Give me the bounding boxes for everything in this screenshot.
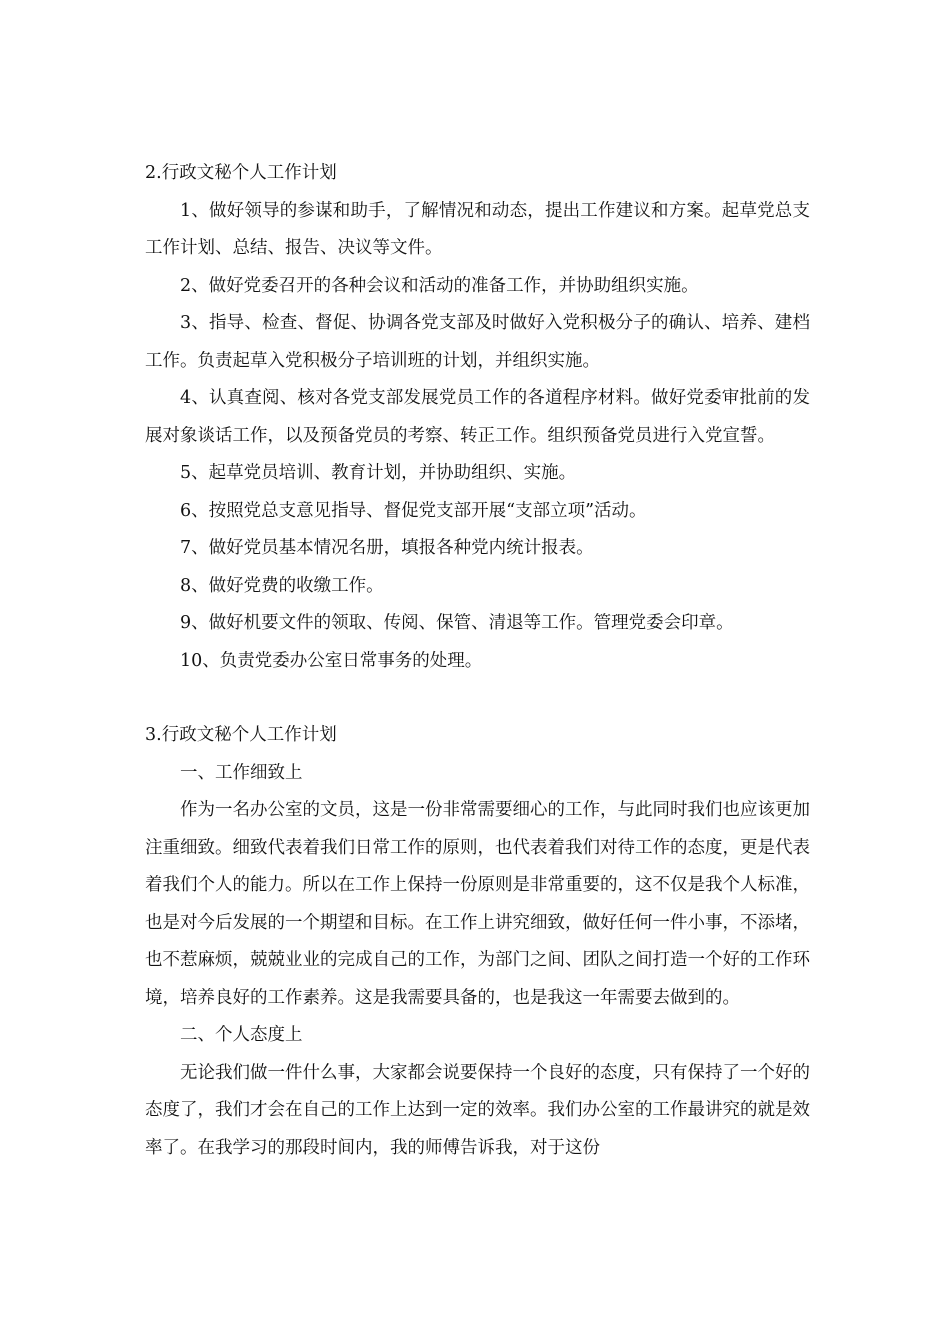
paragraph: 10、负责党委办公室日常事务的处理。 <box>180 650 483 671</box>
section-2 <box>145 155 810 680</box>
paragraph: 3、指导、检查、督促、协调各党支部及时做好入党积极分子的确认、培养、建档工作。负责起草入党积极分子培训班的计划，并组织实施。 <box>145 313 810 371</box>
section-title: 2.行政文秘个人工作计划 <box>145 163 337 183</box>
paragraph: 8、做好党费的收缴工作。 <box>180 575 384 596</box>
paragraph: 2、做好党委召开的各种会议和活动的准备工作，并协助组织实施。 <box>180 275 699 296</box>
paragraph: 6、按照党总支意见指导、督促党支部开展“支部立项”活动。 <box>180 500 647 521</box>
paragraph: 7、做好党员基本情况名册，填报各种党内统计报表。 <box>180 538 594 558</box>
document-body <box>145 155 810 1167</box>
paragraph: 5、起草党员培训、教育计划，并协助组织、实施。 <box>180 463 577 483</box>
paragraph: 4、认真查阅、核对各党支部发展党员工作的各道程序材料。做好党委审批前的发展对象谈话工作，以及预备党员的考察、转正工作。组织预备党员进行入党宣誓。 <box>145 388 810 446</box>
section-title: 3.行政文秘个人工作计划 <box>145 725 337 745</box>
section-3 <box>145 717 810 1167</box>
section-spacer <box>145 680 810 717</box>
paragraph: 作为一名办公室的文员，这是一份非常需要细心的工作，与此同时我们也应该更加注重细致。细致代表着我们日常工作的原则，也代表着我们对待工作的态度，更是代表着我们个人的能力。所以在工作上保持一份原则是非常重要的，这不仅是我个人标准，也是对今后发展的一个期望和目标。在工作上讲究细致，做好任何一件小事，不添堵，也不惹麻烦，兢兢业业的完成自己的工作，为部门之间、团队之间打造一个好的工作环境，培养良好的工作素养。这是我需要具备的，也是我这一年需要去做到的。 <box>145 800 810 1008</box>
paragraph: 9、做好机要文件的领取、传阅、保管、清退等工作。管理党委会印章。 <box>180 613 734 633</box>
subheading: 一、工作细致上 <box>180 762 303 783</box>
paragraph: 无论我们做一件什么事，大家都会说要保持一个良好的态度，只有保持了一个好的态度了，我们才会在自己的工作上达到一定的效率。我们办公室的工作最讲究的就是效率了。在我学习的那段时间内，我的师傅告诉我，对于这份 <box>145 1062 810 1158</box>
subheading: 二、个人态度上 <box>180 1025 303 1045</box>
paragraph: 1、做好领导的参谋和助手，了解情况和动态，提出工作建议和方案。起草党总支工作计划、总结、报告、决议等文件。 <box>145 200 810 258</box>
